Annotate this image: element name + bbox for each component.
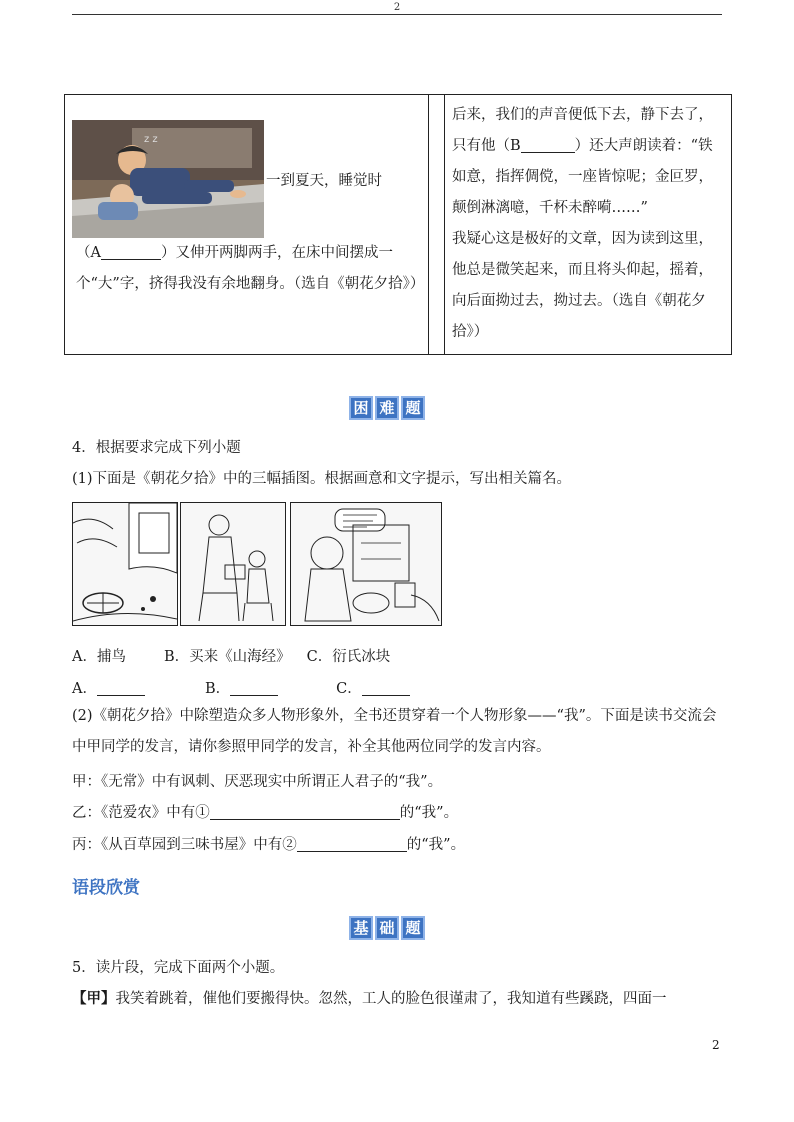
svg-text:z z: z z xyxy=(144,134,158,145)
excerpt-right-p3: 我疑心这是极好的文章，因为读到这里，他总是微笑起来，而且将头仰起，摇着，向后面拗过去，拗过去。（选自《朝花夕拾》） xyxy=(452,231,713,340)
q5-jia-text: 我笑着跳着，催他们要搬得快。忽然，工人的脸色很谨肃了，我知道有些蹊跷，四面一 xyxy=(115,991,667,1007)
q5-title: 5．读片段，完成下面两个小题。 xyxy=(72,960,285,976)
q5-jia xyxy=(72,987,667,1008)
answer-b-label: B． xyxy=(204,681,231,697)
answer-a-label: A． xyxy=(72,681,97,697)
q4-yi xyxy=(72,801,458,822)
section-heading: 语段欣赏 xyxy=(72,878,140,898)
ice-block-illustration xyxy=(290,502,442,626)
q4-yi-pre: 乙：《范爱农》中有① xyxy=(72,805,210,821)
q4-title: 4．根据要求完成下列小题 xyxy=(72,440,241,456)
q4-answer-row xyxy=(72,677,410,698)
q4-bing-pre: 丙：《从百草园到三味书屋》中有② xyxy=(72,837,297,853)
book-purchase-illustration xyxy=(180,502,286,626)
footer-page-number: 2 xyxy=(712,1038,720,1052)
table-divider-left xyxy=(428,94,429,355)
q4-jia: 甲：《无常》中有讽刺、厌恶现实中所谓正人君子的“我”。 xyxy=(72,774,443,790)
q4-bing xyxy=(72,833,465,854)
tag-char: 难 xyxy=(375,396,399,420)
excerpt-right-p2: ）还大声朗读着：“铁如意，指挥倜傥，一座皆惊呢；金叵罗，颠倒淋漓噫，千杯未醉嗬……” xyxy=(452,138,713,216)
excerpt-left-rest: ）又伸开两脚两手，在床中间摆成一个“大”字，挤得我没有余地翻身。（选自《朝花夕拾》） xyxy=(76,245,425,292)
answer-b-blank[interactable] xyxy=(230,681,278,697)
table-divider-right xyxy=(444,94,445,355)
q4-options xyxy=(72,645,390,666)
excerpt-left-lead: 一到夏天，睡觉时 xyxy=(266,173,382,189)
option-a: A．捕鸟 xyxy=(72,649,126,665)
blank-b[interactable] xyxy=(521,138,575,154)
q4-sub2: (2)《朝花夕拾》中除塑造众多人物形象外，全书还贯穿着一个人物形象——“我”。下面是读书交流会中甲同学的发言，请你参照甲同学的发言，补全其他两位同学的发言内容。 xyxy=(72,708,717,755)
header-rule xyxy=(72,14,722,15)
blank-yi[interactable] xyxy=(210,805,400,821)
sleeping-figures-illustration xyxy=(72,120,264,238)
difficulty-tag-hard xyxy=(349,396,425,420)
tag-char: 题 xyxy=(401,396,425,420)
q4-yi-post: 的“我”。 xyxy=(399,805,459,821)
blank-bing[interactable] xyxy=(297,837,407,853)
q4-sub1: (1)下面是《朝花夕拾》中的三幅插图。根据画意和文字提示，写出相关篇名。 xyxy=(72,471,572,487)
excerpt-left-a-label: （A xyxy=(76,245,101,261)
q5-jia-label: 【甲】 xyxy=(72,990,116,1007)
answer-a-blank[interactable] xyxy=(97,681,145,697)
tag-char: 础 xyxy=(375,916,399,940)
answer-c-label: C． xyxy=(336,681,362,697)
tag-char: 题 xyxy=(401,916,425,940)
bird-trap-illustration xyxy=(72,502,178,626)
excerpt-left-cell xyxy=(76,120,424,300)
excerpt-right-p1: 后来，我们的声音便低下去，静下去了，只有他（B xyxy=(452,107,713,154)
option-b: B．买来《山海经》 xyxy=(163,649,291,665)
excerpt-right-cell xyxy=(452,100,724,348)
blank-a[interactable] xyxy=(101,245,161,261)
difficulty-tag-basic xyxy=(349,916,425,940)
tag-char: 基 xyxy=(349,916,373,940)
answer-c-blank[interactable] xyxy=(362,681,410,697)
option-c: C．衍氏冰块 xyxy=(306,649,391,665)
header-page-number: 2 xyxy=(393,2,401,13)
q4-bing-post: 的“我”。 xyxy=(406,837,466,853)
tag-char: 困 xyxy=(349,396,373,420)
